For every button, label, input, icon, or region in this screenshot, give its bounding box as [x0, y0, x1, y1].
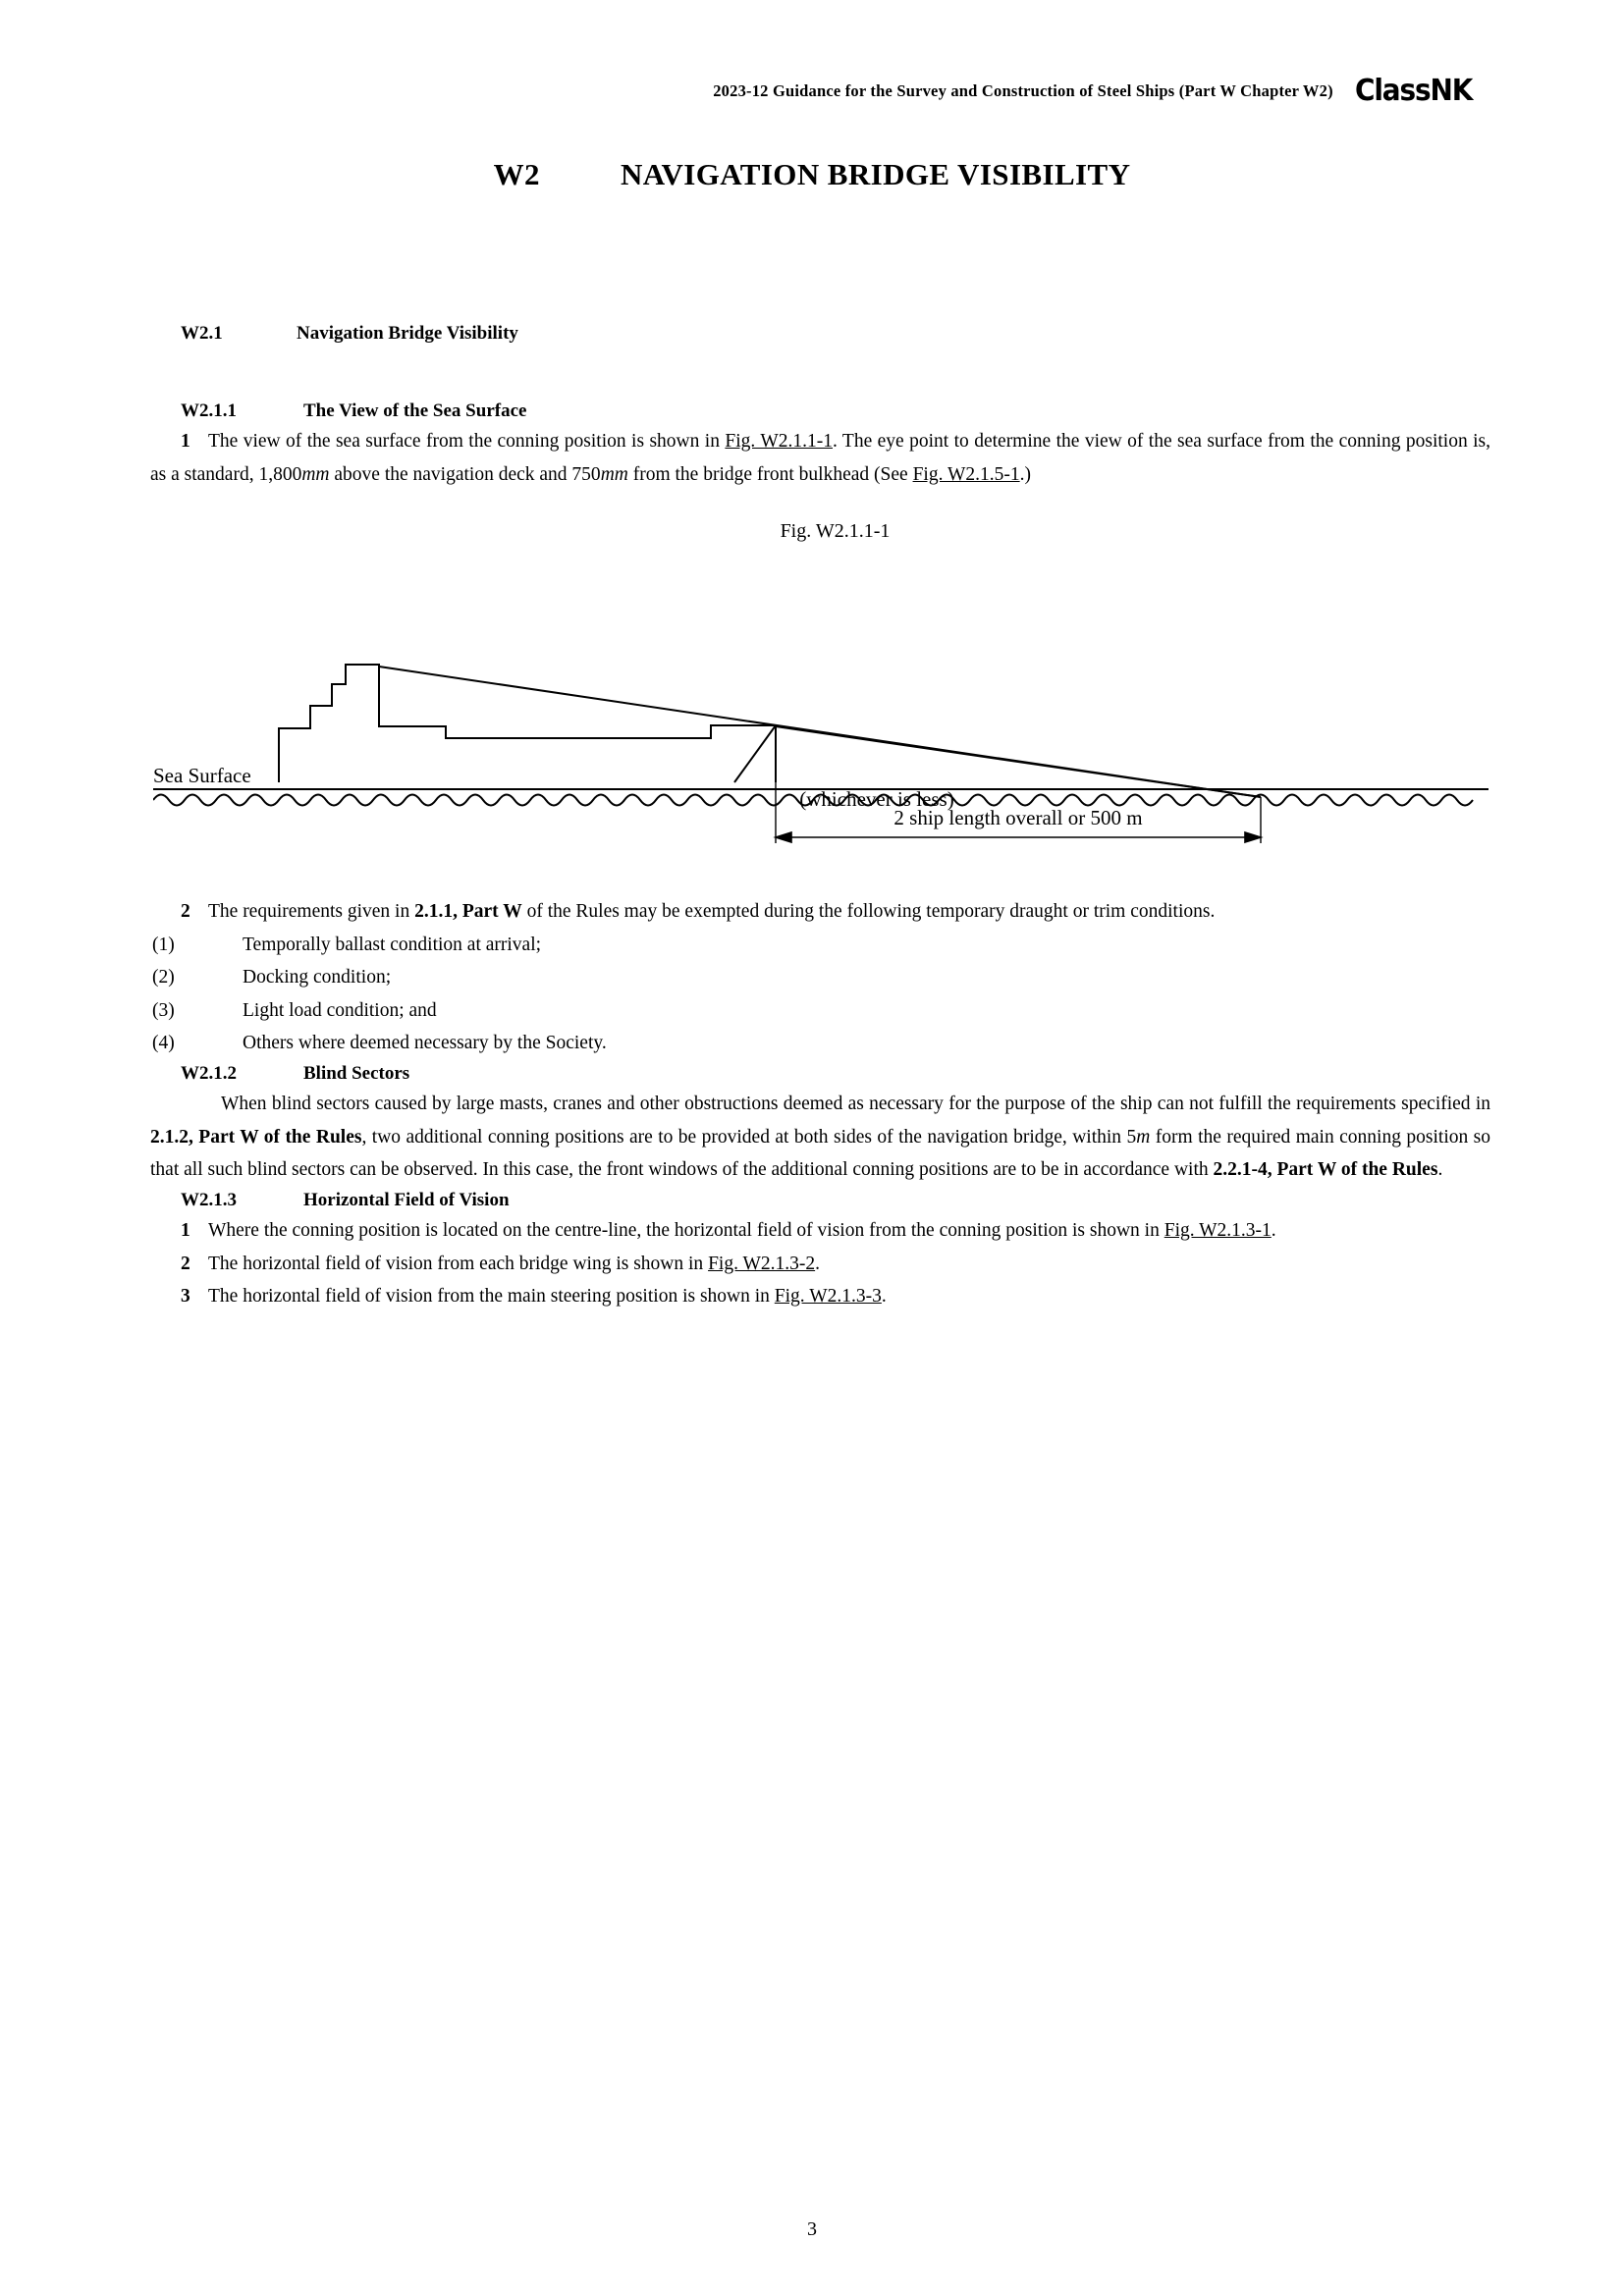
document-body [150, 320, 1490, 1313]
page-title [0, 157, 1624, 192]
paragraph-text-d: . [1437, 1159, 1443, 1181]
list-item-text: Temporally ballast condition at arrival; [243, 934, 542, 955]
paragraph-text-a: The view of the sea surface from the conning position is shown in [208, 431, 726, 452]
figure-w2-1-1-1 [150, 520, 1490, 874]
section-label-w2-1-1: W2.1.1 [181, 400, 237, 421]
section-title-w2-1-1: The View of the Sea Surface [303, 400, 527, 421]
rule-reference: 2.1.1, Part W [414, 901, 522, 923]
list-marker: (4) [152, 1033, 175, 1054]
list-item-text: Others where deemed necessary by the Society. [243, 1033, 607, 1054]
sea-surface-label: Sea Surface [152, 764, 251, 788]
paragraph-number: 2 [181, 1253, 190, 1274]
figure-link-w2-1-3-1[interactable]: Fig. W2.1.3-1 [1164, 1220, 1272, 1242]
list-item-text: Docking condition; [243, 967, 392, 988]
paragraph-text-b: . [881, 1286, 887, 1308]
paragraph-text-a: The horizontal field of vision from each bridge wing is shown in [208, 1253, 709, 1274]
section-heading-w2-1-3 [181, 1187, 1490, 1215]
rule-reference-1: 2.1.2, Part W of the Rules [150, 1126, 362, 1148]
rule-reference-2: 2.2.1-4, Part W of the Rules [1213, 1159, 1438, 1181]
figure-link-w2-1-3-3[interactable]: Fig. W2.1.3-3 [774, 1286, 882, 1308]
page-header [0, 74, 1624, 108]
section-title-w2-1-2: Blind Sectors [303, 1062, 410, 1084]
paragraph-text-d: from the bridge front bulkhead (See [627, 463, 913, 485]
section-label-w2-1: W2.1 [181, 323, 223, 344]
figure-link-w2-1-5-1[interactable]: Fig. W2.1.5-1 [912, 463, 1020, 485]
paragraph-text-b: of the Rules may be exempted during the following temporary draught or trim conditions. [521, 901, 1216, 923]
section-title-w2-1: Navigation Bridge Visibility [297, 323, 518, 344]
dimension-note: (whichever is less) [799, 787, 954, 812]
paragraph-w2-1-3-3 [150, 1280, 1490, 1313]
paragraph-text-a: When blind sectors caused by large masts, cranes and other obstructions deemed as necessary for the purpose of the ship can not fulfill the requirements specified in [221, 1094, 1490, 1115]
figure-link-w2-1-3-2[interactable]: Fig. W2.1.3-2 [708, 1253, 816, 1274]
paragraph-number: 1 [181, 1220, 190, 1242]
paragraph-number: 3 [181, 1286, 190, 1308]
paragraph-text-e: .) [1019, 463, 1031, 485]
paragraph-text-a: The requirements given in [208, 901, 415, 923]
section-label-w2-1-3: W2.1.3 [181, 1189, 237, 1210]
paragraph-text-b: . The eye point to determine the view of the sea surface from the conning position is, as a standard, 1,800 [150, 431, 1491, 485]
paragraph-text-c: above the navigation deck and 750 [329, 463, 601, 485]
paragraph-text-c: form the required main conning position so that all such blind sectors can be observed. In this case, the front windows of the additional conning positions are to be in accordance with [150, 1126, 1491, 1181]
header-title: 2023-12 Guidance for the Survey and Construction of Steel Ships (Part W Chapter W2) [713, 81, 1333, 100]
page-footer [0, 2218, 1624, 2241]
list-item [152, 994, 1490, 1028]
paragraph-text-b: . [815, 1253, 820, 1274]
exemption-list [150, 929, 1490, 1060]
section-heading-w2-1 [181, 320, 1490, 348]
page-number: 3 [807, 2218, 817, 2240]
paragraph-w2-1-2 [150, 1088, 1490, 1187]
dimension-label: 2 ship length overall or 500 m [893, 806, 1143, 830]
paragraph-text-a: The horizontal field of vision from the main steering position is shown in [208, 1286, 775, 1308]
paragraph-number: 2 [181, 901, 190, 923]
page-title-text: NAVIGATION BRIDGE VISIBILITY [620, 157, 1131, 191]
paragraph-w2-1-3-2 [150, 1248, 1490, 1281]
list-marker: (3) [152, 999, 175, 1021]
list-marker: (2) [152, 967, 175, 988]
paragraph-w2-1-1-1 [150, 425, 1490, 491]
list-item [152, 961, 1490, 994]
section-heading-w2-1-1 [181, 398, 1490, 426]
paragraph-w2-1-3-1 [150, 1214, 1490, 1248]
section-title-w2-1-3: Horizontal Field of Vision [303, 1189, 510, 1210]
list-marker: (1) [152, 934, 175, 955]
paragraph-text-b: . [1271, 1220, 1276, 1242]
unit-mm-2: mm [600, 463, 628, 485]
figure-caption: Fig. W2.1.1-1 [780, 520, 891, 543]
figure-link-w2-1-1-1[interactable]: Fig. W2.1.1-1 [725, 431, 833, 452]
list-item-text: Light load condition; and [243, 999, 437, 1021]
paragraph-number: 1 [181, 431, 190, 452]
unit-mm-1: mm [301, 463, 330, 485]
paragraph-w2-1-1-2 [150, 895, 1490, 929]
paragraph-text-a: Where the conning position is located on the centre-line, the horizontal field of vision from the conning position is shown in [208, 1220, 1164, 1242]
section-label-w2-1-2: W2.1.2 [181, 1062, 237, 1084]
page-title-number: W2 [493, 157, 540, 191]
section-heading-w2-1-2 [181, 1060, 1490, 1089]
classnk-logo: ClassNK [1354, 74, 1473, 108]
unit-m: m [1136, 1126, 1151, 1148]
list-item [152, 1027, 1490, 1060]
list-item [152, 929, 1490, 962]
paragraph-text-b: , two additional conning positions are to be provided at both sides of the navigation bridge, within 5 [361, 1126, 1137, 1148]
